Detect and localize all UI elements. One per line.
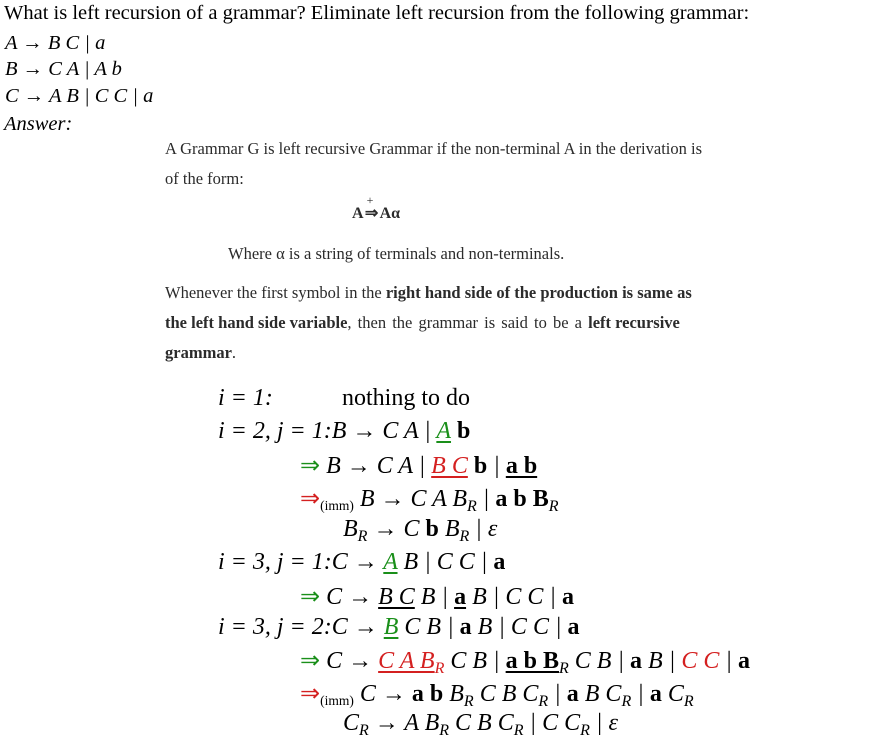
nonterminal: B bbox=[343, 516, 358, 542]
question-text: What is left recursion of a grammar? Eliminate left recursion from the following grammar: bbox=[4, 2, 750, 24]
production: B → C A | bbox=[331, 418, 437, 444]
epsilon: | ε bbox=[469, 516, 498, 542]
definition-where: Where α is a string of terminals and non-terminals. bbox=[228, 244, 565, 263]
rule-bold: grammar bbox=[165, 343, 232, 362]
production: C → bbox=[320, 648, 379, 674]
subscript: R bbox=[359, 722, 369, 739]
step-i1-label: i = 1: bbox=[218, 385, 273, 411]
implies-arrow: ⇒ bbox=[300, 584, 321, 610]
subscript: R bbox=[683, 693, 694, 710]
subscript: R bbox=[439, 722, 450, 739]
subscript: R bbox=[548, 498, 559, 515]
separator: | bbox=[719, 648, 738, 674]
subscript: R bbox=[466, 498, 477, 515]
step-2 bbox=[218, 418, 470, 445]
substituted-symbol: B bbox=[383, 614, 399, 640]
grammar-line-a: A → B C | a bbox=[5, 32, 106, 54]
separator: | bbox=[476, 486, 496, 512]
derivation-formula bbox=[352, 193, 401, 223]
imm-label: (imm) bbox=[320, 693, 354, 708]
subscript: R bbox=[559, 660, 569, 677]
step-7 bbox=[300, 582, 574, 611]
substituted-symbols: C A B bbox=[378, 648, 435, 674]
substituted-symbols: B C bbox=[431, 453, 468, 479]
production: B C bbox=[578, 681, 622, 707]
step-4 bbox=[300, 484, 559, 513]
subscript: R bbox=[357, 528, 368, 545]
separator: | bbox=[487, 453, 506, 479]
production: C B C bbox=[473, 681, 539, 707]
terminal: a bbox=[561, 584, 574, 610]
subscript: R bbox=[621, 693, 632, 710]
formula-rhs: Aα bbox=[379, 205, 401, 222]
production: → A B bbox=[368, 710, 440, 736]
highlighted-symbols: C C bbox=[681, 648, 720, 674]
grammar-line-b: B → C A | A b bbox=[5, 58, 122, 80]
subscript: R bbox=[513, 722, 524, 739]
terminal: a bbox=[630, 648, 643, 674]
production: C B | bbox=[444, 648, 506, 674]
rule-line-3 bbox=[165, 343, 236, 363]
production: B | bbox=[642, 648, 682, 674]
subscript: R bbox=[459, 528, 470, 545]
separator: | bbox=[548, 681, 567, 707]
terminal: a bbox=[649, 681, 662, 707]
subscript: R bbox=[463, 693, 474, 710]
substituted-symbol: A bbox=[383, 549, 398, 575]
rule-bold: left recursive bbox=[588, 313, 680, 332]
subscript: R bbox=[434, 660, 445, 677]
substituted-symbols: B C bbox=[378, 584, 415, 610]
step-head: i = 3, j = 1: bbox=[218, 549, 332, 575]
step-i1-text: nothing to do bbox=[342, 385, 471, 411]
terminal: b bbox=[451, 418, 471, 444]
imm-label: (imm) bbox=[320, 498, 354, 513]
terminal: a bbox=[493, 549, 506, 575]
rule-text: Whenever the first symbol in the bbox=[165, 283, 386, 302]
production: C B | bbox=[398, 614, 460, 640]
production: C B C bbox=[449, 710, 514, 736]
production: B | C C | bbox=[397, 549, 494, 575]
step-3 bbox=[300, 451, 537, 480]
production: → C bbox=[367, 516, 426, 542]
production: B → C A B bbox=[353, 486, 467, 512]
production: B | C C | bbox=[471, 614, 568, 640]
rule-line-2 bbox=[165, 313, 680, 333]
nonterminal: B bbox=[443, 681, 464, 707]
step-head: i = 3, j = 2: bbox=[218, 614, 332, 640]
implies-arrow: ⇒ bbox=[300, 648, 321, 674]
step-8 bbox=[218, 614, 580, 641]
definition-line-1: A Grammar G is left recursive Grammar if the non-terminal A in the derivation is bbox=[165, 139, 703, 158]
epsilon: | ε bbox=[589, 710, 618, 736]
production: C → bbox=[320, 584, 379, 610]
subscript: R bbox=[580, 722, 590, 739]
nonterminal: C bbox=[661, 681, 684, 707]
implies-arrow: ⇒ bbox=[300, 453, 321, 479]
production: C → bbox=[331, 614, 384, 640]
step-6 bbox=[218, 549, 505, 576]
formula-arrow: ⇒ bbox=[364, 205, 379, 222]
answer-label: Answer: bbox=[4, 113, 73, 135]
rule-bold: the left hand side variable bbox=[165, 313, 348, 332]
step-9 bbox=[300, 646, 750, 675]
step-5 bbox=[343, 516, 497, 543]
implies-arrow: ⇒ bbox=[300, 486, 321, 512]
terminals: a b bbox=[411, 681, 444, 707]
production: B | bbox=[414, 584, 455, 610]
terminal: b bbox=[425, 516, 439, 542]
separator: | bbox=[631, 681, 650, 707]
terminal: a bbox=[737, 648, 750, 674]
substituted-symbol: A bbox=[436, 418, 452, 444]
terminal: b bbox=[467, 453, 488, 479]
terminal: a bbox=[566, 681, 579, 707]
grammar-line-c: C → A B | C C | a bbox=[5, 85, 154, 107]
step-10 bbox=[300, 679, 694, 708]
step-head: i = 2, j = 1: bbox=[218, 418, 332, 444]
production: B → C A | bbox=[320, 453, 432, 479]
terminals: a b B bbox=[495, 486, 549, 512]
rule-line-1 bbox=[165, 283, 692, 303]
formula-lhs: A bbox=[352, 205, 364, 222]
terminal: a bbox=[454, 584, 467, 610]
rule-text: . bbox=[231, 343, 237, 362]
subscript: R bbox=[538, 693, 549, 710]
formula-plus: + bbox=[366, 193, 374, 207]
implies-arrow: ⇒ bbox=[300, 681, 321, 707]
step-11 bbox=[343, 710, 618, 737]
terminal: a bbox=[459, 614, 472, 640]
terminals: a b B bbox=[505, 648, 559, 674]
rule-bold: right hand side of the production is same as bbox=[385, 283, 692, 302]
rule-text: , then the grammar is said to be a bbox=[347, 313, 589, 332]
production: C → bbox=[331, 549, 384, 575]
production: | C C bbox=[523, 710, 581, 736]
nonterminal: C bbox=[343, 710, 360, 736]
definition-line-2: of the form: bbox=[165, 169, 244, 188]
terminal: a bbox=[567, 614, 580, 640]
production: C B | bbox=[568, 648, 631, 674]
production: C → bbox=[353, 681, 412, 707]
nonterminal: B bbox=[438, 516, 460, 542]
production: B | C C | bbox=[466, 584, 562, 610]
terminals: a b bbox=[505, 453, 538, 479]
